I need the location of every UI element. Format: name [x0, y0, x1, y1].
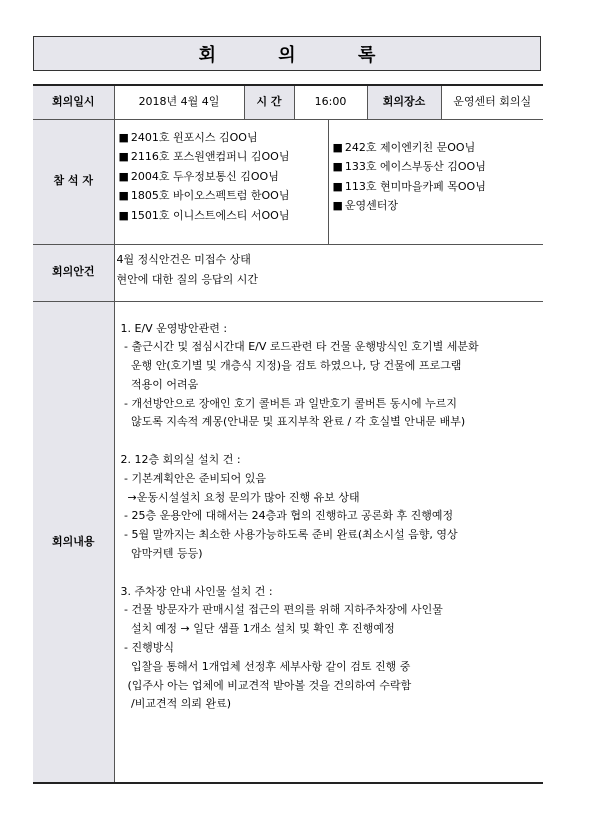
content-cell — [114, 301, 543, 783]
content-line: - 개선방안으로 장애인 호기 콜버튼 과 일반호기 콜버튼 동시에 누르지 — [120, 396, 457, 410]
place-label: 회의장소 — [367, 85, 441, 119]
bullet-icon: ■ — [332, 199, 343, 212]
attendee-item: ■ 1501호 이니스트에스티 서OO님 — [118, 208, 290, 222]
meeting-info-row — [33, 85, 543, 119]
attendees-left-list — [115, 120, 329, 244]
agenda-cell — [114, 244, 543, 301]
attendee-item: ■ 242호 제이엔키친 문OO님 — [332, 140, 476, 154]
title-box — [33, 36, 541, 71]
agenda-line: 현안에 대한 질의 응답의 시간 — [116, 272, 258, 286]
attendee-item: ■ 운영센터장 — [332, 199, 399, 212]
attendee-item: ■ 1805호 바이오스펙트럼 한OO님 — [118, 189, 290, 202]
agenda-label: 회의안건 — [33, 244, 114, 301]
content-line: 설치 예정 → 일단 샘플 1개소 설치 및 확인 후 진행예정 — [120, 622, 395, 636]
content-row — [33, 301, 543, 783]
agenda-line: 4월 정식안건은 미접수 상태 — [116, 252, 251, 266]
bullet-icon: ■ — [118, 130, 129, 144]
content-line: - 25층 운용안에 대해서는 24층과 협의 진행하고 공론화 후 진행예정 — [120, 509, 454, 523]
attendee-item: ■ 2401호 윈포시스 김OO님 — [118, 130, 258, 144]
content-line — [121, 567, 542, 586]
content-line: 입찰을 통해서 1개업체 선정후 세부사항 같이 검토 진행 중 — [120, 659, 411, 673]
bullet-icon: ■ — [118, 189, 129, 202]
content-line: 3. 주차장 안내 사인물 설치 건 : — [120, 584, 273, 598]
place-value: 운영센터 회의실 — [441, 85, 543, 119]
bullet-icon: ■ — [118, 150, 129, 163]
content-line: /비교견적 의뢰 완료) — [120, 697, 231, 711]
content-line: →운동시설설치 요청 문의가 많아 진행 유보 상태 — [120, 490, 360, 504]
date-label: 회의일시 — [33, 85, 114, 119]
bullet-icon: ■ — [118, 169, 129, 183]
attendees-row — [33, 119, 543, 244]
content-line: 운행 안(호기별 및 개층식 지정)을 검토 하였으나, 당 건물에 프로그램 — [120, 359, 462, 373]
content-line: - 건물 방문자가 판매시설 접근의 편의를 위해 지하주차장에 사인물 — [120, 603, 443, 617]
content-line: 1. E/V 운영방안관련 : — [120, 321, 228, 335]
attendee-item: ■ 2004호 두우정보통신 김OO님 — [118, 169, 279, 183]
bullet-icon: ■ — [332, 140, 343, 154]
bullet-icon: ■ — [332, 179, 343, 193]
minutes-table — [33, 84, 543, 784]
attendee-item: ■ 133호 에이스부동산 김OO님 — [332, 160, 486, 173]
content-line: 않도록 지속적 계몽(안내문 및 표지부착 완료 / 각 호실별 안내문 배부) — [120, 415, 466, 429]
content-line — [121, 435, 542, 454]
content-line: 암막커텐 등등) — [120, 547, 203, 561]
document-title: 회 의 록 — [198, 44, 404, 66]
attendee-item: ■ 113호 현미마을카페 목OO님 — [332, 179, 486, 193]
attendee-item: ■ 2116호 포스원앤컴퍼니 김OO님 — [118, 150, 290, 163]
content-body — [115, 302, 544, 718]
content-line: - 기본계획안은 준비되어 있음 — [120, 471, 266, 485]
content-line: 적용이 어려움 — [120, 377, 199, 391]
time-label: 시 간 — [244, 85, 294, 119]
date-value: 2018년 4월 4일 — [114, 85, 244, 119]
content-line: - 진행방식 — [120, 641, 174, 655]
attendees-label: 참 석 자 — [33, 119, 114, 244]
content-line: (입주사 아는 업체에 비교견적 받아볼 것을 건의하여 수락함 — [120, 678, 412, 692]
attendees-cell — [114, 119, 543, 244]
agenda-row — [33, 244, 543, 301]
content-label: 회의내용 — [33, 301, 114, 783]
bullet-icon: ■ — [332, 160, 343, 173]
bullet-icon: ■ — [118, 208, 129, 222]
content-line: - 출근시간 및 점심시간대 E/V 로드관련 타 건물 운행방식인 호기별 세분화 — [120, 340, 479, 354]
time-value: 16:00 — [294, 85, 367, 119]
attendees-right-list — [329, 120, 544, 244]
content-line: 2. 12층 회의실 설치 건 : — [120, 453, 241, 467]
content-line: - 5월 말까지는 최소한 사용가능하도록 준비 완료(최소시설 음향, 영상 — [120, 528, 458, 542]
